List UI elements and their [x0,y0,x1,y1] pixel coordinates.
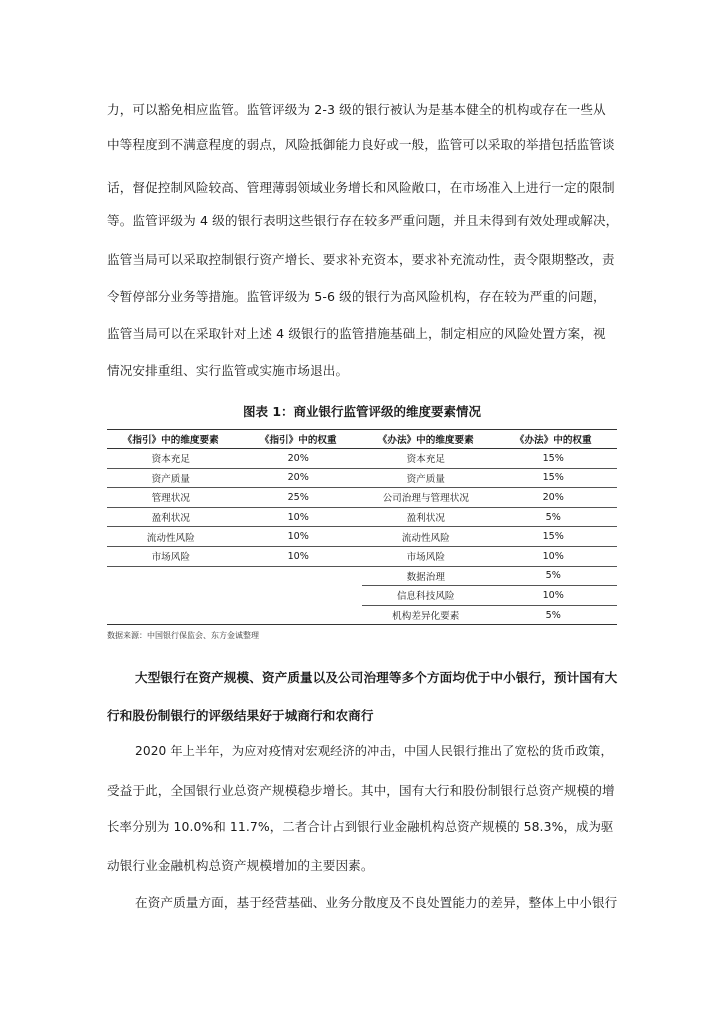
table-cell: 5% [490,566,618,586]
table-cell: 公司治理与管理状况 [362,488,490,508]
table-row [107,546,617,566]
header-measure-weight: 《办法》中的权重 [490,430,618,449]
body-line-3: 长率分别为 10.0%和 11.7%，二者合计占到银行业金融机构总资产规模的 58.3%，成为驱 [107,819,614,834]
intro-line-7: 监管当局可以在采取针对上述 4 级银行的监管措施基础上，制定相应的风险处置方案，视 [107,326,606,341]
table-cell [235,566,363,586]
table-row [107,586,617,606]
table-cell [235,605,363,625]
table-cell: 5% [490,507,618,527]
table-cell: 20% [235,449,363,469]
body-line-5: 在资产质量方面，基于经营基础、业务分散度及不良处置能力的差异，整体上中小银行 [135,895,618,910]
body-line-2: 受益于此，全国银行业总资产规模稳步增长。其中，国有大行和股份制银行总资产规模的增 [107,783,615,798]
heading-line-1: 大型银行在资产规模、资产质量以及公司治理等多个方面均优于中小银行，预计国有大 [135,670,618,685]
table-cell: 信息科技风险 [362,586,490,606]
table-row [107,566,617,586]
intro-line-1: 力，可以豁免相应监管。监管评级为 2-3 级的银行被认为是基本健全的机构或存在一些从 [107,102,606,117]
table-cell: 20% [490,488,618,508]
table-cell: 资产质量 [362,468,490,488]
header-guideline-weight: 《指引》中的权重 [235,430,363,449]
table-cell [107,605,235,625]
table-cell: 15% [490,449,618,469]
header-measure-dimension: 《办法》中的维度要素 [362,430,490,449]
table-row [107,449,617,469]
table-cell: 市场风险 [107,546,235,566]
table-cell: 流动性风险 [107,527,235,547]
table-cell [107,586,235,606]
table-cell: 25% [235,488,363,508]
intro-line-3: 话，督促控制风险较高、管理薄弱领域业务增长和风险敞口，在市场准入上进行一定的限制 [107,180,615,195]
heading-line-2: 行和股份制银行的评级结果好于城商行和农商行 [107,708,374,723]
intro-line-4: 等。监管评级为 4 级的银行表明这些银行存在较多严重问题，并且未得到有效处理或解决， [107,213,619,228]
table-cell: 10% [235,546,363,566]
table-cell: 资本充足 [362,449,490,469]
figure-title: 图表 1：商业银行监管评级的维度要素情况 [242,404,482,419]
table-row [107,527,617,547]
table-cell: 数据治理 [362,566,490,586]
table-cell: 10% [490,586,618,606]
table-cell: 20% [235,468,363,488]
table-cell: 15% [490,468,618,488]
table-cell: 资产质量 [107,468,235,488]
table-cell: 机构差异化要素 [362,605,490,625]
rating-table [107,429,617,625]
body-line-4: 动银行业金融机构总资产规模增加的主要因素。 [107,858,374,873]
table-cell: 管理状况 [107,488,235,508]
table-cell: 10% [490,546,618,566]
table-cell: 15% [490,527,618,547]
table-cell: 市场风险 [362,546,490,566]
table-cell: 盈利状况 [362,507,490,527]
figure-source: 数据来源：中国银行保监会、东方金诚整理 [107,631,259,640]
table-cell [107,566,235,586]
table-cell: 5% [490,605,618,625]
table-row [107,488,617,508]
table-row [107,507,617,527]
table-cell [235,586,363,606]
intro-line-5: 监管当局可以采取控制银行资产增长、要求补充资本，要求补充流动性，责令限期整改，责 [107,252,615,267]
intro-line-8: 情况安排重组、实行监管或实施市场退出。 [107,363,349,378]
intro-line-6: 令暂停部分业务等措施。监管评级为 5-6 级的银行为高风险机构，存在较为严重的问题， [107,289,606,304]
table-cell: 10% [235,507,363,527]
table-cell: 资本充足 [107,449,235,469]
table-header-row [107,430,617,449]
body-line-1: 2020 年上半年，为应对疫情对宏观经济的冲击，中国人民银行推出了宽松的货币政策， [135,744,613,758]
header-guideline-dimension: 《指引》中的维度要素 [107,430,235,449]
table-cell: 10% [235,527,363,547]
table-row [107,605,617,625]
table-cell: 流动性风险 [362,527,490,547]
table-row [107,468,617,488]
intro-line-2: 中等程度到不满意程度的弱点，风险抵御能力良好或一般，监管可以采取的举措包括监管谈 [107,137,615,152]
table-cell: 盈利状况 [107,507,235,527]
